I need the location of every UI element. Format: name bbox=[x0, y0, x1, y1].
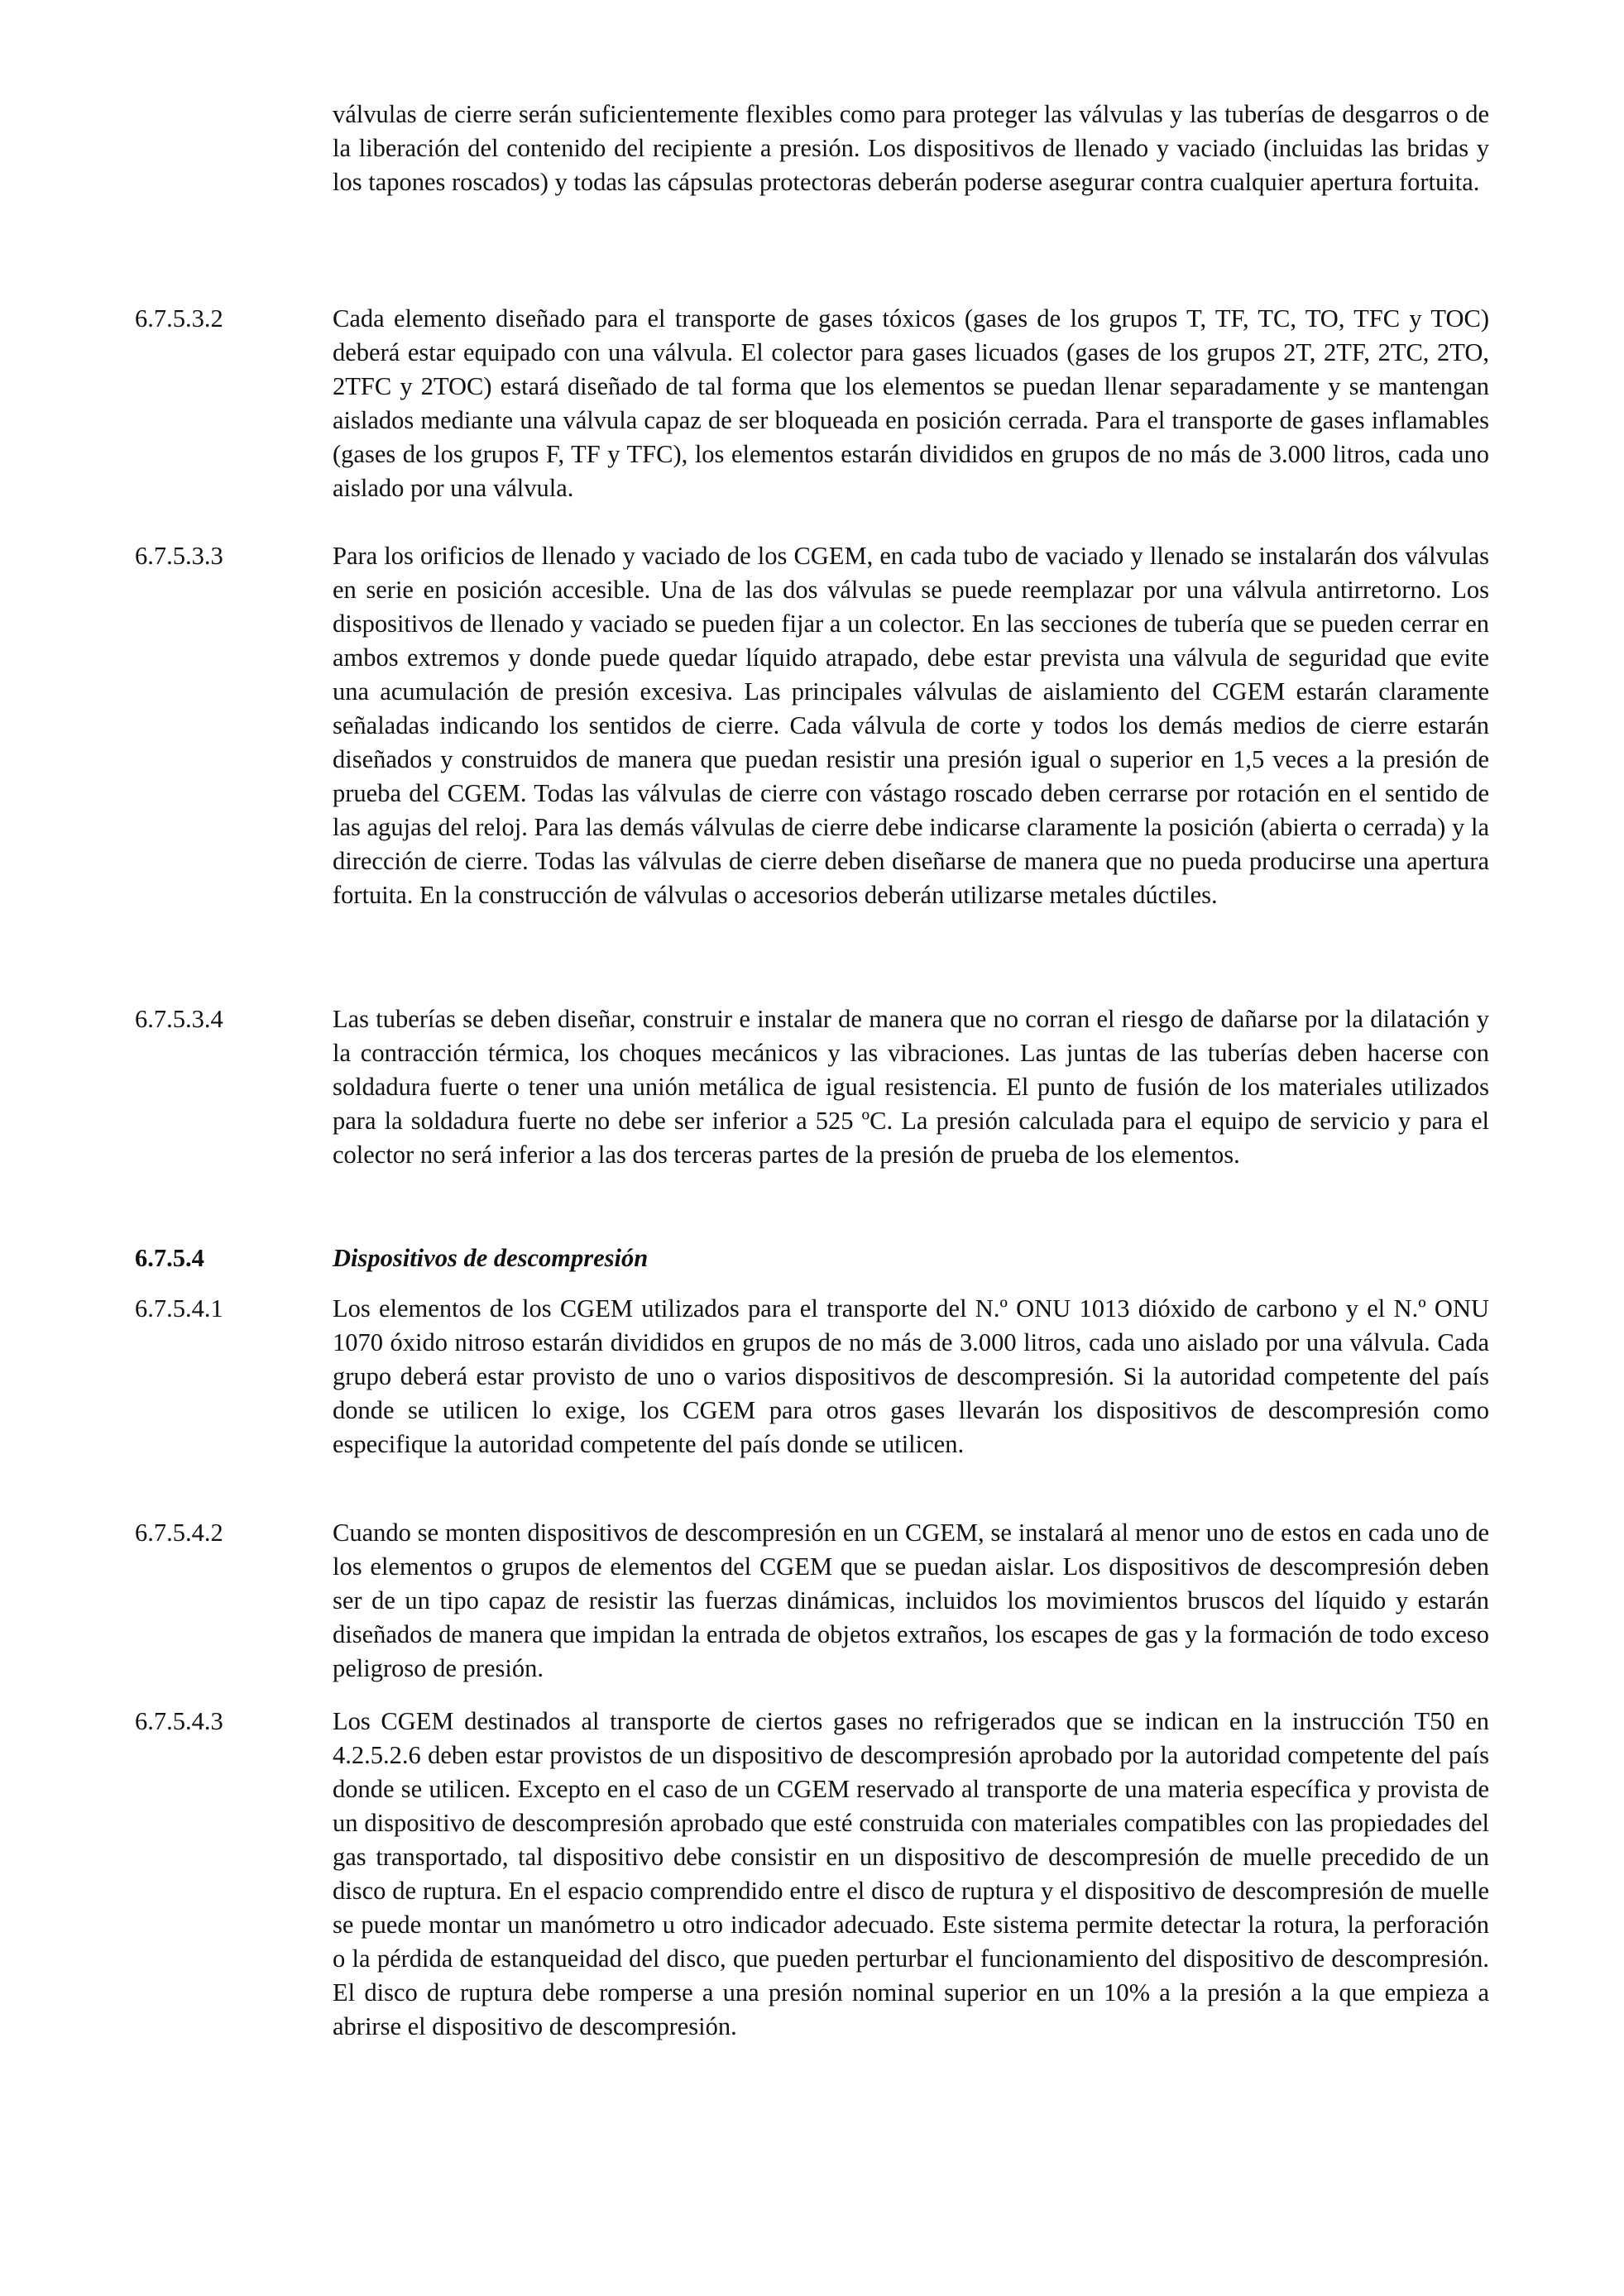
intro-paragraph: válvulas de cierre serán suficientemente flexibles como para proteger las válvulas y las tuberías de desgarros o de la liberación del contenido del recipiente a presión. Los dispositivos de llenado y vaciado (incluidas las bridas y los tapones roscados) y todas las cápsulas protectoras deberán poderse asegurar contra cualquier apertura fortuita. bbox=[333, 100, 1489, 196]
paragraph-number: 6.7.5.3.2 bbox=[135, 304, 223, 332]
paragraph-number: 6.7.5.4.2 bbox=[135, 1519, 223, 1547]
paragraph-text: Los CGEM destinados al transporte de ciertos gases no refrigerados que se indican en la instrucción T50 en 4.2.5.2.6 deben estar provistos de un dispositivo de descompresión aprobado por la autoridad competente del país donde se utilicen. Excepto en el caso de un CGEM reservado al transporte de una materia específica y provista de un dispositivo de descompresión aprobado que esté construida con materiales compatibles con las propiedades del gas transportado, tal dispositivo debe consistir en un dispositivo de descompresión de muelle precedido de un disco de ruptura. En el espacio comprendido entre el disco de ruptura y el dispositivo de descompresión de muelle se puede montar un manómetro u otro indicador adecuado. Este sistema permite detectar la rotura, la perforación o la pérdida de estanqueidad del disco, que pueden perturbar el funcionamiento del dispositivo de descompresión. El disco de ruptura debe romperse a una presión nominal superior en un 10% a la presión a la que empieza a abrirse el dispositivo de descompresión. bbox=[333, 1707, 1489, 2040]
paragraph-text: Los elementos de los CGEM utilizados para el transporte del N.º ONU 1013 dióxido de carbono y el N.º ONU 1070 óxido nitroso estarán divididos en grupos de no más de 3.000 litros, cada uno aislado por una válvula. Cada grupo deberá estar provisto de uno o varios dispositivos de descompresión. Si la autoridad competente del país donde se utilicen lo exige, los CGEM para otros gases llevarán los dispositivos de descompresión como especifique la autoridad competente del país donde se utilicen. bbox=[333, 1294, 1489, 1458]
section-title: Dispositivos de descompresión bbox=[333, 1244, 649, 1272]
paragraph-number: 6.7.5.4.1 bbox=[135, 1294, 223, 1323]
paragraph-text: Las tuberías se deben diseñar, construir e instalar de manera que no corran el riesgo de dañarse por la dilatación y la contracción térmica, los choques mecánicos y las vibraciones. Las juntas de las tuberías deben hacerse con soldadura fuerte o tener una unión metálica de igual resistencia. El punto de fusión de los materiales utilizados para la soldadura fuerte no debe ser inferior a 525 ºC. La presión calculada para el equipo de servicio y para el colector no será inferior a las dos terceras partes de la presión de prueba de los elementos. bbox=[333, 1005, 1489, 1169]
paragraph-number: 6.7.5.4.3 bbox=[135, 1707, 223, 1735]
paragraph-text: Cuando se monten dispositivos de descompresión en un CGEM, se instalará al menor uno de estos en cada uno de los elementos o grupos de elementos del CGEM que se puedan aislar. Los dispositivos de descompresión deben ser de un tipo capaz de resistir las fuerzas dinámicas, incluidos los movimientos bruscos del líquido y estarán diseñados de manera que impidan la entrada de objetos extraños, los escapes de gas y la formación de todo exceso peligroso de presión. bbox=[333, 1519, 1489, 1682]
paragraph-text: Cada elemento diseñado para el transporte de gases tóxicos (gases de los grupos T, TF, TC, TO, TFC y TOC) deberá estar equipado con una válvula. El colector para gases licuados (gases de los grupos 2T, 2TF, 2TC, 2TO, 2TFC y 2TOC) estará diseñado de tal forma que los elementos se puedan llenar separadamente y se mantengan aislados mediante una válvula capaz de ser bloqueada en posición cerrada. Para el transporte de gases inflamables (gases de los grupos F, TF y TFC), los elementos estarán divididos en grupos de no más de 3.000 litros, cada uno aislado por una válvula. bbox=[333, 304, 1489, 502]
paragraph-number: 6.7.5.3.3 bbox=[135, 542, 223, 570]
paragraph-text: Para los orificios de llenado y vaciado de los CGEM, en cada tubo de vaciado y llenado se instalarán dos válvulas en serie en posición accesible. Una de las dos válvulas se puede reemplazar por una válvula antirretorno. Los dispositivos de llenado y vaciado se pueden fijar a un colector. En las secciones de tubería que se pueden cerrar en ambos extremos y donde puede quedar líquido atrapado, debe estar prevista una válvula de seguridad que evite una acumulación de presión excesiva. Las principales válvulas de aislamiento del CGEM estarán claramente señaladas indicando los sentidos de cierre. Cada válvula de corte y todos los demás medios de cierre estarán diseñados y construidos de manera que puedan resistir una presión igual o superior en 1,5 veces a la presión de prueba del CGEM. Todas las válvulas de cierre con vástago roscado deben cerrarse por rotación en el sentido de las agujas del reloj. Para las demás válvulas de cierre debe indicarse claramente la posición (abierta o cerrada) y la dirección de cierre. Todas las válvulas de cierre deben diseñarse de manera que no pueda producirse una apertura fortuita. En la construcción de válvulas o accesorios deberán utilizarse metales dúctiles. bbox=[333, 542, 1489, 909]
section-number: 6.7.5.4 bbox=[135, 1244, 204, 1272]
paragraph-number: 6.7.5.3.4 bbox=[135, 1005, 223, 1033]
